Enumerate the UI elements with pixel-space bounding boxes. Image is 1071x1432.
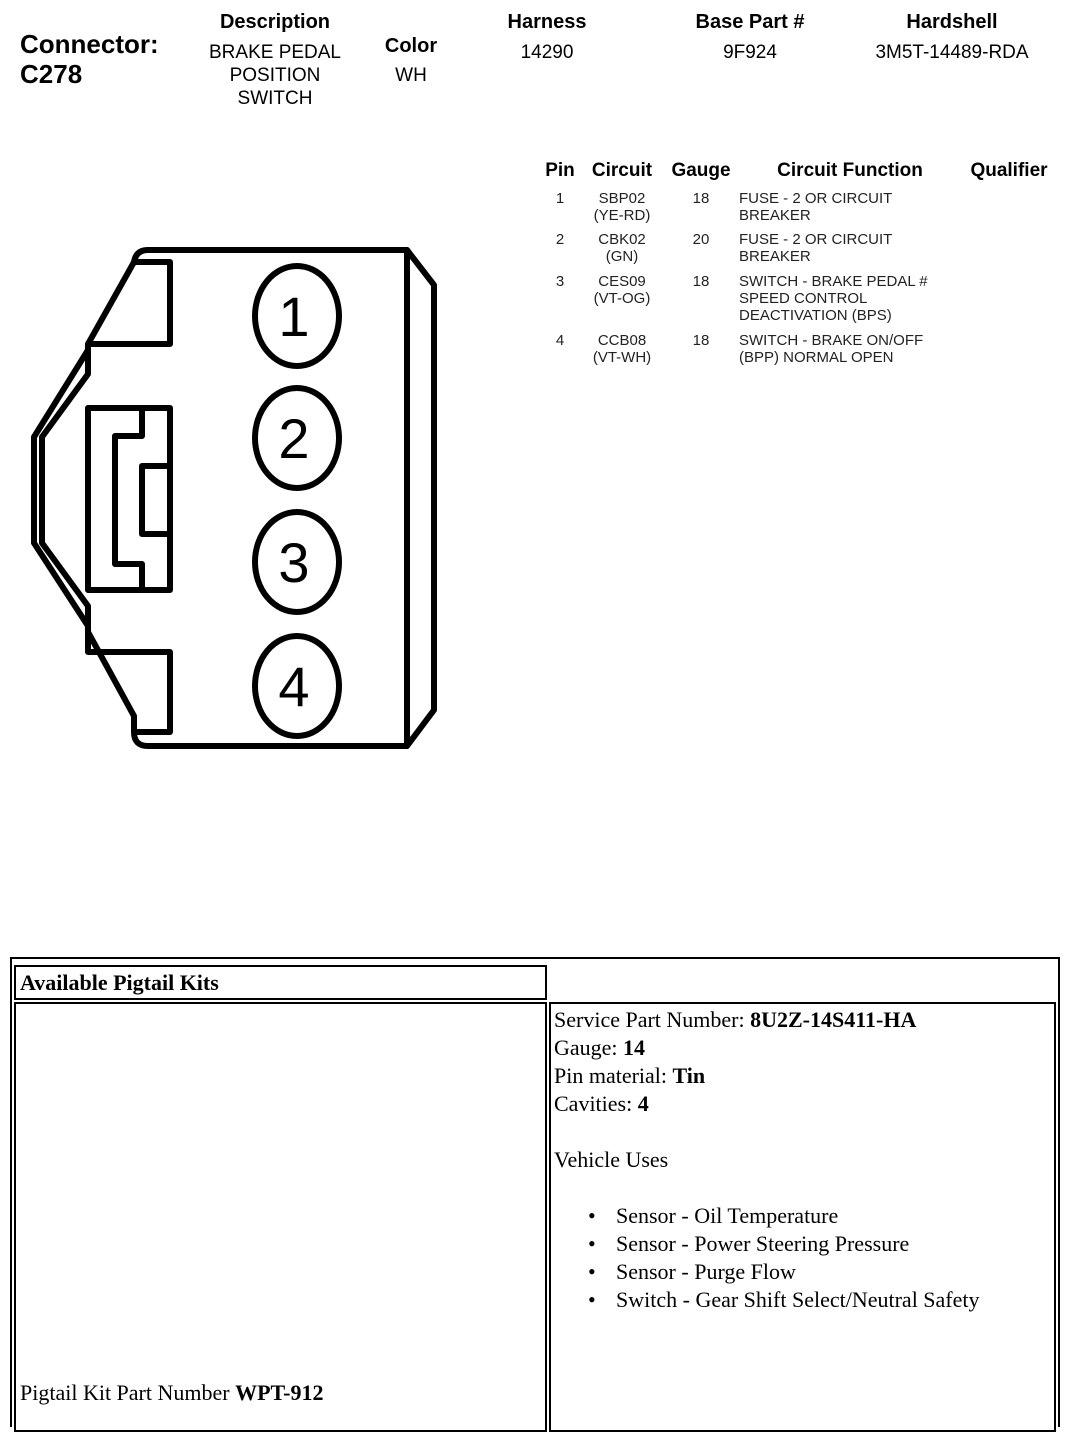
pin-number: 4 bbox=[555, 332, 565, 349]
pin-function bbox=[739, 332, 959, 366]
circuit-function-header: Circuit Function bbox=[777, 160, 923, 181]
circuit-color: (YE-RD) bbox=[593, 207, 651, 224]
list-item: • Switch - Gear Shift Select/Neutral Safety bbox=[554, 1286, 1049, 1314]
pin-material-row bbox=[554, 1062, 1049, 1090]
pin-circuit bbox=[584, 332, 660, 366]
pin-function bbox=[739, 273, 959, 324]
pin-circuit bbox=[584, 190, 660, 224]
pin-function bbox=[739, 231, 959, 265]
pigtail-image-cell bbox=[14, 1002, 547, 1432]
pin-number: 3 bbox=[555, 273, 565, 290]
pin-gauge: 18 bbox=[692, 190, 710, 207]
pin-gauge: 18 bbox=[692, 273, 710, 290]
harness-value: 14290 bbox=[520, 42, 574, 63]
pin-material-label: Pin material: bbox=[554, 1063, 668, 1088]
function-line: DEACTIVATION (BPS) bbox=[739, 307, 892, 324]
connector-id: C278 bbox=[20, 59, 83, 89]
cavity-label-3: 3 bbox=[278, 531, 310, 594]
circuit-code: CBK02 bbox=[598, 231, 646, 248]
list-item: • Sensor - Power Steering Pressure bbox=[554, 1230, 1049, 1258]
function-line: BREAKER bbox=[739, 207, 811, 224]
gauge-label: Gauge: bbox=[554, 1035, 618, 1060]
service-part-label: Service Part Number: bbox=[554, 1007, 745, 1032]
vehicle-uses-label: Vehicle Uses bbox=[554, 1147, 669, 1172]
pin-header: Pin bbox=[545, 160, 575, 181]
pin-circuit bbox=[584, 231, 660, 265]
kit-part-value: WPT-912 bbox=[235, 1380, 324, 1405]
function-line: (BPP) NORMAL OPEN bbox=[739, 349, 894, 366]
function-line: SWITCH - BRAKE ON/OFF bbox=[739, 332, 924, 349]
circuit-code: CCB08 bbox=[597, 332, 647, 349]
function-line: BREAKER bbox=[739, 248, 811, 265]
pigtail-title-cell bbox=[14, 965, 547, 1000]
pin-material-value: Tin bbox=[672, 1063, 706, 1088]
circuit-code: SBP02 bbox=[598, 190, 646, 207]
cavities-label: Cavities: bbox=[554, 1091, 633, 1116]
connector-title bbox=[20, 29, 159, 89]
circuit-color: (VT-OG) bbox=[593, 290, 651, 307]
gauge-value: 14 bbox=[623, 1035, 646, 1060]
harness-label: Harness bbox=[507, 11, 587, 33]
service-part-value: 8U2Z-14S411-HA bbox=[750, 1007, 917, 1032]
cavity-label-4: 4 bbox=[278, 655, 310, 718]
pin-gauge: 18 bbox=[692, 332, 710, 349]
pin-function bbox=[739, 190, 959, 224]
description-value bbox=[185, 41, 365, 110]
function-line: SPEED CONTROL bbox=[739, 290, 868, 307]
pin-number: 2 bbox=[555, 231, 565, 248]
gauge-header: Gauge bbox=[671, 160, 731, 181]
description-line: BRAKE PEDAL bbox=[209, 42, 341, 63]
vehicle-uses-list bbox=[554, 1202, 1049, 1314]
connector-label: Connector: bbox=[20, 29, 159, 59]
pigtail-details-cell bbox=[549, 1002, 1056, 1432]
circuit-color: (GN) bbox=[605, 248, 639, 265]
color-value: WH bbox=[395, 65, 427, 86]
cavity-label-1: 1 bbox=[278, 285, 310, 348]
circuit-color: (VT-WH) bbox=[592, 349, 652, 366]
base-part-value: 9F924 bbox=[723, 42, 777, 63]
pigtail-details bbox=[554, 1006, 1049, 1314]
function-line: FUSE - 2 OR CIRCUIT bbox=[739, 190, 893, 207]
function-line: FUSE - 2 OR CIRCUIT bbox=[739, 231, 893, 248]
list-item: • Sensor - Purge Flow bbox=[554, 1258, 1049, 1286]
description-line: SWITCH bbox=[237, 88, 313, 109]
hardshell-label: Hardshell bbox=[906, 11, 998, 33]
pin-number: 1 bbox=[555, 190, 565, 207]
kit-part-label: Pigtail Kit Part Number bbox=[20, 1380, 230, 1405]
circuit-code: CES09 bbox=[598, 273, 646, 290]
cavities-value: 4 bbox=[637, 1091, 649, 1116]
description-label: Description bbox=[219, 11, 331, 33]
connector-face-diagram bbox=[0, 230, 470, 770]
hardshell-value: 3M5T-14489-RDA bbox=[875, 42, 1029, 63]
gauge-row bbox=[554, 1034, 1049, 1062]
qualifier-header: Qualifier bbox=[970, 160, 1048, 181]
pigtail-kit-part-number bbox=[20, 1380, 324, 1406]
pin-gauge: 20 bbox=[692, 231, 710, 248]
list-item: • Sensor - Oil Temperature bbox=[554, 1202, 1049, 1230]
function-line: SWITCH - BRAKE PEDAL # bbox=[739, 273, 928, 290]
pin-circuit bbox=[584, 273, 660, 307]
description-line: POSITION bbox=[229, 65, 321, 86]
cavities-row bbox=[554, 1090, 1049, 1118]
base-part-label: Base Part # bbox=[695, 11, 805, 33]
cavity-label-2: 2 bbox=[278, 407, 310, 470]
circuit-header: Circuit bbox=[591, 160, 653, 181]
service-part-row bbox=[554, 1006, 1049, 1034]
color-label: Color bbox=[384, 35, 438, 57]
pigtail-title: Available Pigtail Kits bbox=[20, 970, 219, 995]
